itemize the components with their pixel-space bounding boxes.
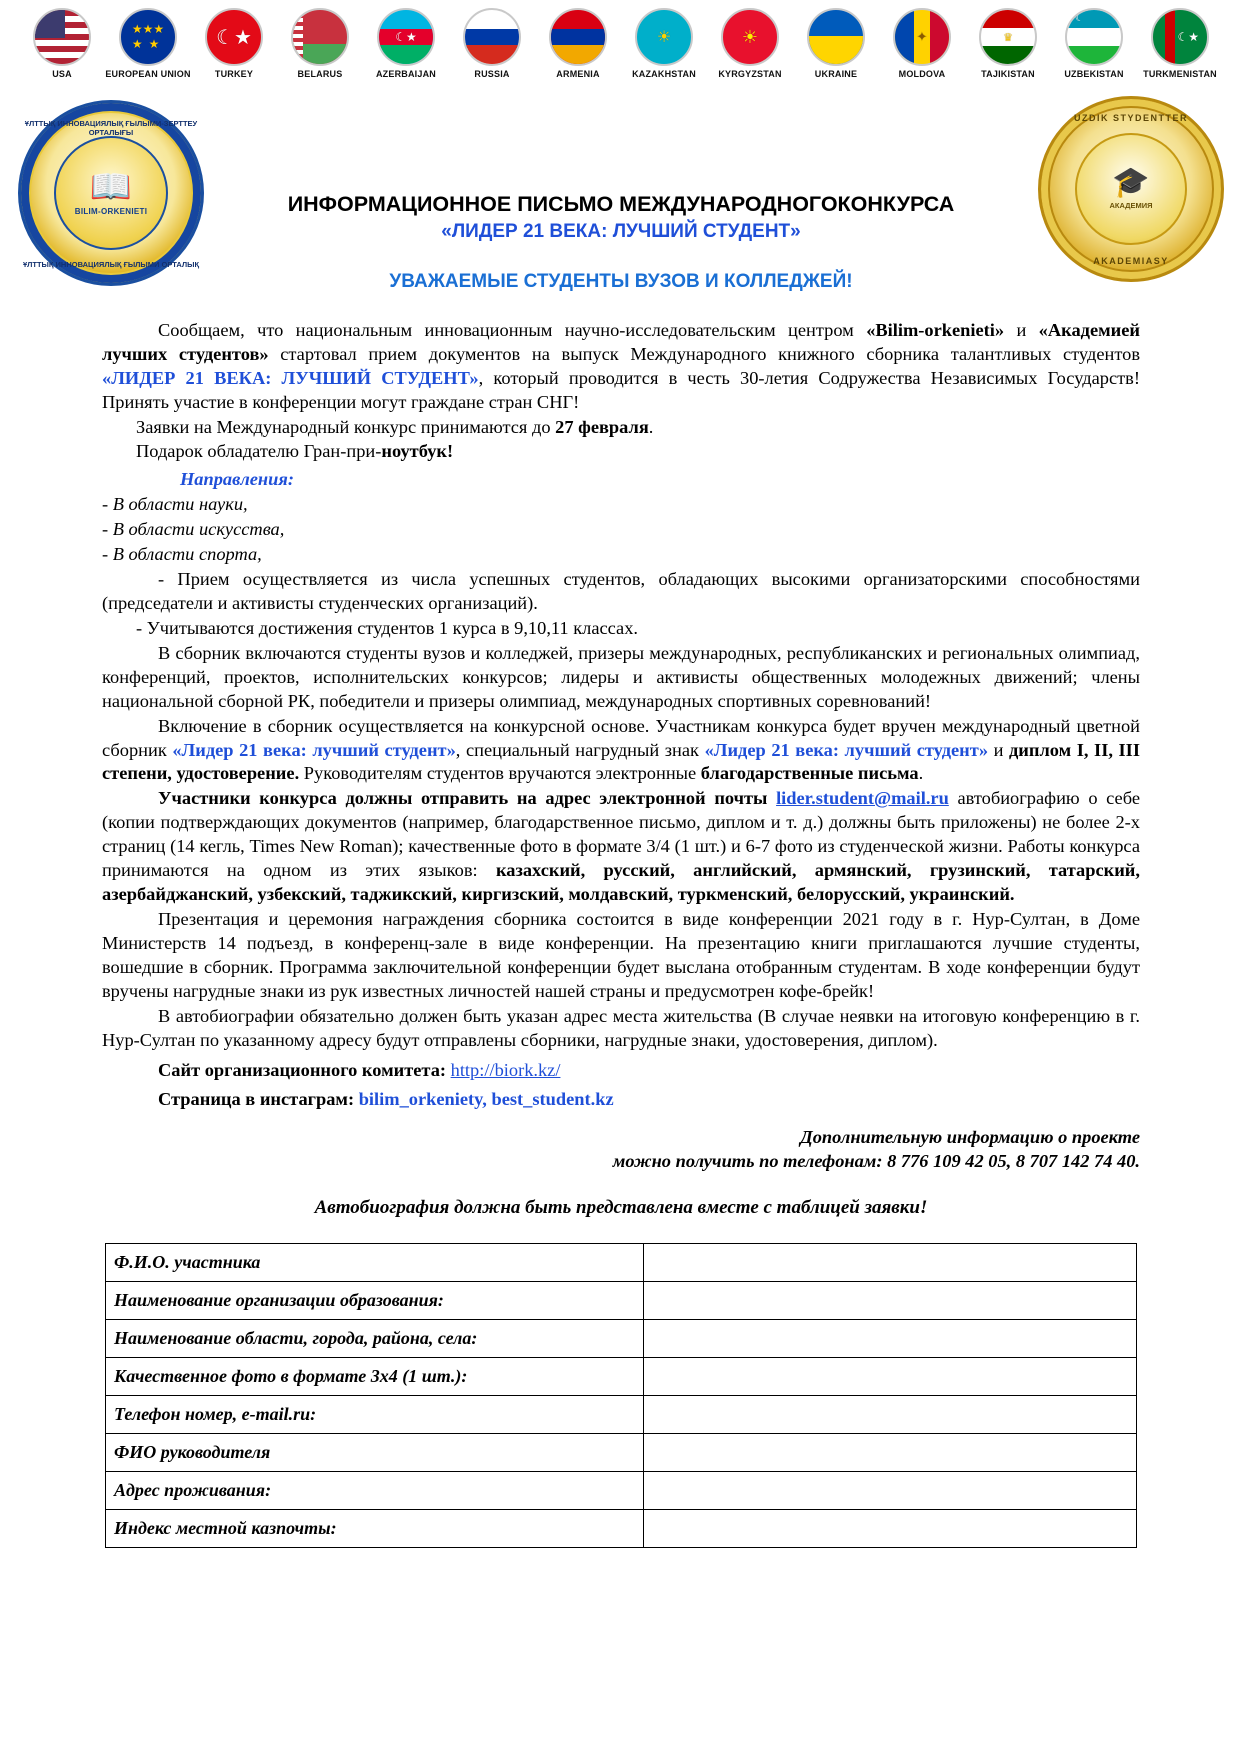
table-value-organization[interactable] (643, 1281, 1136, 1319)
additional-info-line2: можно получить по телефонам: 8 776 109 42 05, 8 707 142 74 40. (612, 1151, 1140, 1172)
seal-right-ring-top: UZDIK STYDENTTER (1074, 113, 1188, 123)
table-row (106, 1243, 1137, 1281)
page-title: ИНФОРМАЦИОННОЕ ПИСЬМО МЕЖДУНАРОДНОГОКОНКУРСА (287, 192, 955, 216)
flag-label: TURKMENISTAN (1143, 69, 1217, 79)
paragraph-achievements: - Учитываются достижения студентов 1 курса в 9,10,11 классах. (136, 617, 639, 638)
awards-badge-name: «Лидер 21 века: лучший студент» (704, 739, 989, 760)
table-row (106, 1471, 1137, 1509)
flag-european-union-icon: ★★★ ★ ★ (119, 8, 177, 66)
intro-part-a: Сообщаем, что национальным инновационным научно-исследовательским центром (158, 319, 867, 340)
table-label-photo: Качественное фото в формате 3x4 (1 шт.): (106, 1357, 644, 1395)
flag-label: EUROPEAN UNION (105, 69, 191, 79)
intro-part-c: и (1004, 319, 1039, 340)
application-table (105, 1243, 1137, 1548)
seal-left-center-text: BILIM-ORKENIETI (74, 206, 148, 216)
table-row (106, 1357, 1137, 1395)
flag-kyrgyzstan (710, 8, 790, 79)
flag-european-union (105, 8, 191, 79)
table-value-phone-email[interactable] (643, 1395, 1136, 1433)
flag-label: RUSSIA (474, 69, 510, 79)
graduation-cap-icon: 🎓 (1112, 166, 1150, 199)
table-label-phone-email: Телефон номер, e-mail.ru: (106, 1395, 644, 1433)
additional-info-block (102, 1126, 1140, 1174)
flag-usa (22, 8, 102, 79)
seal-right-center-text: АКАДЕМИЯ (1109, 201, 1153, 210)
table-label-organization: Наименование организации образования: (106, 1281, 644, 1319)
table-value-postal-index[interactable] (643, 1509, 1136, 1547)
direction-item-sport: - В области спорта, (102, 544, 262, 565)
greeting-heading: УВАЖАЕМЫЕ СТУДЕНТЫ ВУЗОВ И КОЛЛЕДЖЕЙ! (389, 270, 853, 292)
grandprix-text: Подарок обладателю Гран-при- (136, 441, 382, 462)
flag-uzbekistan (1054, 8, 1134, 79)
flag-armenia (538, 8, 618, 79)
flag-label: UKRAINE (814, 69, 858, 79)
document-body (102, 319, 1140, 1221)
table-row (106, 1509, 1137, 1547)
deadline-period: . (648, 416, 654, 437)
deadline-text: Заявки на Международный конкурс принимаются до (136, 416, 556, 437)
directions-title: Направления: (180, 469, 294, 490)
flag-label: TAJIKISTAN (981, 69, 1035, 79)
organizing-committee-site-link[interactable]: http://biork.kz/ (450, 1059, 561, 1080)
direction-item-science: - В области науки, (102, 494, 248, 515)
flag-uzbekistan-icon: ☾ (1065, 8, 1123, 66)
paragraph-grandprix (102, 440, 1140, 464)
table-label-region: Наименование области, города, района, села: (106, 1319, 644, 1357)
submission-intro: Участники конкурса должны отправить на адрес электронной почты (158, 788, 777, 809)
seal-left-inner (54, 136, 168, 250)
paragraph-intro (102, 319, 1140, 415)
flag-azerbaijan-icon: ☾★ (377, 8, 435, 66)
table-label-postal-index: Индекс местной казпочты: (106, 1509, 644, 1547)
flag-armenia-icon (549, 8, 607, 66)
table-value-photo[interactable] (643, 1357, 1136, 1395)
table-row (106, 1395, 1137, 1433)
paragraph-included-students: В сборник включаются студенты вузов и колледжей, призеры международных, республиканских и региональных олимпиад, конференций, проектов, исполнительских конкурсов; лидеры и активисты общественных молодежных движений; члены национальной сборной РК, победители и призеры олимпиад, международных спортивных соревнований! (102, 642, 1140, 711)
table-value-fullname[interactable] (643, 1243, 1136, 1281)
flag-label: TURKEY (214, 69, 254, 79)
flag-russia-icon (463, 8, 521, 66)
page-subtitle: «ЛИДЕР 21 ВЕКА: ЛУЧШИЙ СТУДЕНТ» (441, 220, 801, 242)
table-row (106, 1281, 1137, 1319)
flag-azerbaijan (366, 8, 446, 79)
flag-tajikistan (968, 8, 1048, 79)
contest-email-link[interactable]: lider.student@mail.ru (776, 788, 949, 809)
paragraph-admission: - Прием осуществляется из числа успешных студентов, обладающих высокими организаторскими способностями (председатели и активисты студенческих организаций). (102, 569, 1140, 614)
intro-contest-name: «ЛИДЕР 21 ВЕКА: ЛУЧШИЙ СТУДЕНТ» (102, 367, 479, 388)
submission-details: автобиографию о себе (копии подтверждающих документов (например, благодарственное письмо, диплом и т. д.) должны быть приложены) не более 2-х страниц (14 кегль, Times New Roman); качественные фото в формате 3/4 (1 шт.) и 6-7 фото из студенческой жизни. Работы конкурса принимаются на одном из этих языков: (102, 788, 1140, 881)
table-value-supervisor[interactable] (643, 1433, 1136, 1471)
flag-moldova (882, 8, 962, 79)
awards-thank-letters: благодарственные письма (700, 763, 919, 784)
flag-belarus (280, 8, 360, 79)
direction-item-art: - В области искусства, (102, 519, 285, 540)
table-label-supervisor: ФИО руководителя (106, 1433, 644, 1471)
deadline-date: 27 февраля (555, 416, 649, 437)
table-row (106, 1433, 1137, 1471)
document-header (191, 191, 1051, 293)
grandprix-prize: ноутбук! (381, 441, 454, 462)
instagram-label: Страница в инстаграм: (158, 1089, 355, 1110)
paragraph-deadline (102, 416, 1140, 440)
table-row (106, 1319, 1137, 1357)
intro-academy-name: «Академией лучших студентов» (102, 319, 1141, 364)
awards-part-a: Включение в сборник осуществляется на конкурсной основе. Участникам конкурса будет вручен международный цветной сборник (102, 715, 1140, 760)
flag-label: USA (52, 69, 72, 79)
autobiography-note: Автобиография должна быть представлена вместе с таблицей заявки! (314, 1197, 928, 1219)
seal-right-inner (1075, 133, 1187, 245)
paragraph-presentation: Презентация и церемония награждения сборника состоится в виде конференции 2021 году в г. Нур-Султан, в Доме Министерств 14 подъезд, в конференц-зале в виде конференции. На презентацию книги приглашаются лучшие студенты, вошедшие в сборник. Программа заключительной конференции будет выслана отобранным студентам. В ходе конференции будут вручены нагрудные знаки из рук известных личностей нашей страны и предусмотрен кофе-брейк! (102, 909, 1140, 1001)
flag-ukraine-icon (807, 8, 865, 66)
flag-belarus-icon (291, 8, 349, 66)
flag-tajikistan-icon: ♛ (979, 8, 1037, 66)
flag-moldova-icon: ✦ (893, 8, 951, 66)
flag-label: KYRGYZSTAN (718, 69, 782, 79)
flag-usa-icon (33, 8, 91, 66)
flag-label: UZBEKISTAN (1064, 69, 1124, 79)
awards-diploma: диплом I, II, III степени, удостоверение. (102, 739, 1140, 784)
awards-part-c: , специальный нагрудный знак (455, 739, 705, 760)
flag-label: AZERBAIJAN (375, 69, 436, 79)
flag-turkmenistan-icon: ☾★ (1151, 8, 1209, 66)
intro-part-g: , который проводится в честь 30-летия Содружества Независимых Государств! Принять участие в конференции могут граждане стран СНГ! (102, 367, 1140, 412)
instagram-handles[interactable]: bilim_orkeniety, best_student.kz (358, 1089, 614, 1110)
awards-part-i: . (918, 763, 924, 784)
paragraph-site (102, 1059, 1140, 1083)
site-label: Сайт организационного комитета: (158, 1059, 447, 1080)
submission-languages: казахский, русский, английский, армянский, грузинский, татарский, азербайджанский, узбекский, таджикский, киргизский, молдавский, туркменский, белорусский, украинский. (102, 860, 1140, 905)
paragraph-instagram (102, 1088, 1140, 1112)
awards-part-e: и (988, 739, 1009, 760)
flags-strip (0, 0, 1242, 79)
paragraph-address-note: В автобиографии обязательно должен быть указан адрес места жительства (В случае неявки на итоговую конференцию в г. Нур-Султан по указанному адресу будут отправлены сборники, нагрудные знаки, удостоверения, диплом). (102, 1005, 1140, 1050)
additional-info-line1: Дополнительную информацию о проекте (800, 1127, 1140, 1148)
seal-left-ring-bottom: ҰЛТТЫҚ ИННОВАЦИЯЛЫҚ ҒЫЛЫМИ ОРТАЛЫҚ (22, 260, 200, 269)
flag-turkey-icon: ☾★ (205, 8, 263, 66)
open-book-icon: 📖 (89, 168, 133, 206)
flag-label: ARMENIA (556, 69, 600, 79)
flag-kyrgyzstan-icon: ☀ (721, 8, 779, 66)
flag-kazakhstan-icon: ☀ (635, 8, 693, 66)
table-label-residence: Адрес проживания: (106, 1471, 644, 1509)
awards-collection-name: «Лидер 21 века: лучший студент» (172, 739, 456, 760)
seal-right-ring-bottom: AKADEMIASY (1093, 256, 1169, 266)
table-label-fullname: Ф.И.О. участника (106, 1243, 644, 1281)
paragraph-submission (102, 787, 1140, 907)
flag-turkey (194, 8, 274, 79)
table-value-region[interactable] (643, 1319, 1136, 1357)
flag-label: KAZAKHSTAN (632, 69, 696, 79)
intro-part-e: стартовал прием документов на выпуск Международного книжного сборника талантливых студентов (268, 343, 1140, 364)
flag-label: BELARUS (297, 69, 343, 79)
flag-russia (452, 8, 532, 79)
flag-ukraine (796, 8, 876, 79)
awards-part-g: Руководителям студентов вручаются электронные (299, 763, 701, 784)
flag-kazakhstan (624, 8, 704, 79)
bilim-orkenieti-seal (18, 100, 204, 286)
seal-left-ring-top: ҰЛТТЫҚ ИННОВАЦИЯЛЫҚ ҒЫЛЫМИ-ЗЕРТТЕУ ОРТАЛЫҒЫ (24, 119, 198, 137)
uzdik-stydentter-akademiasy-seal (1038, 96, 1224, 282)
table-value-residence[interactable] (643, 1471, 1136, 1509)
intro-center-name: «Bilim-orkenieti» (866, 319, 1005, 340)
flag-turkmenistan (1140, 8, 1220, 79)
flag-label: MOLDOVA (898, 69, 946, 79)
paragraph-awards (102, 715, 1140, 787)
